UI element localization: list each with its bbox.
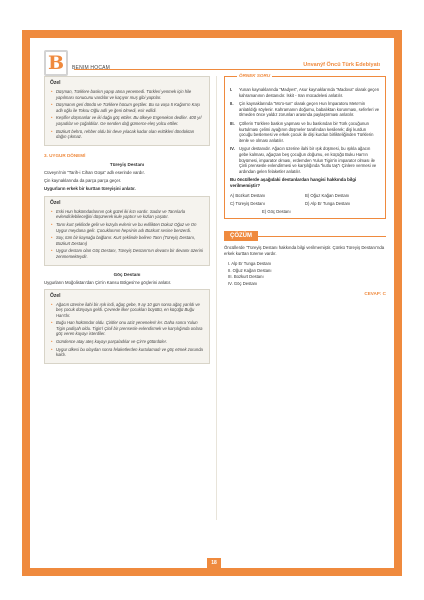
note-bullet: • Soy, tüm bir kaynağa bağlanır. Kurt şeklinde beliren Tanrı (Türeyiş Destanı, Bozkurt Destanı) (56, 235, 204, 246)
note-bullet: • Düşmanın geri döndü ve Türklere hücum geçtiler. Bu sa vaşa 5 Kağan'ın Kaşı adlı oğlu ile Toksu Oğlu adlı ye ğeni ölmedi, esir edildi. (56, 102, 204, 113)
note-label: Özel (50, 80, 61, 86)
brand (44, 50, 110, 76)
question-stem: Bu öncüllerde aşağıdaki destanlardan hangisi hakkında bilgi verilmemiştir? (230, 177, 357, 189)
option-d[interactable]: D) Alp Er Tunga Destanı (305, 201, 351, 207)
note-bullet: • Ağacın üzerine ilahi bir ışık indi, ağaç gebe, 9 ay 10 gün sonra ağaç yarıldı ve beş çocuk dünyaya geldi. Çevrede ilker çocukları büyüttü, en küçüğü Buğu Han'dır. (56, 302, 204, 319)
solution-item: II. Oğuz Kağan Destanı (228, 267, 272, 273)
premise-number: IV. (230, 146, 235, 152)
note-bullet: • Tanrı kurt şeklinde gelir ve kızıyla evlenir ve bu evlilikten Dokuz Oğuz ve On Uygur meydana gelir. Çocuklarının hepsinin adı Bozkurt sesine benzerdi. (56, 222, 204, 233)
solution-list (228, 261, 386, 287)
premise-text: Uygur destanıdır. Ağacın üzerine ilahi bir ışık düşmesi, bu ışıkla ağacın gebe kalması, ağaçtan beş çocuğun doğumu, en küçüğü Buku Han'ın büyümesi, imparator olması, erdemden Yulun Tigin'in imparator olması ile Çinli prensesle evlendirmesi ve karşılığında "kutlu taş"ı Çinlere vermesi ve ardından gelen felaketler anlatılır. (239, 146, 377, 174)
left-column (44, 76, 210, 364)
question-premise (230, 87, 380, 98)
question-premise (230, 120, 380, 143)
note-label: Özel (50, 292, 61, 299)
destan-line: Uygurların Moğolistan'dan Çin'in Kansu Bölgesi'ne göçlerini anlatır. (44, 279, 172, 285)
premise-text: Çin kaynaklarında "Mo'o-tun" olarak geçen Hun İmparatoru Mete'nin anlatıldığı söylenir. Kahramanın doğumu, babalıktan korunması, seferleri ve ölmeden önce yaldız zorunları arasında paylaştırması anlatılır. (239, 101, 380, 118)
destan-title: Türeyiş Destanı (109, 161, 145, 167)
logo (44, 50, 68, 76)
question-premise (230, 146, 380, 174)
note-box-2 (44, 196, 210, 266)
column-divider (216, 76, 217, 520)
note-bullet: • Eski Hun hükümdarlarının çok güzel iki kızı vardır. Sadar ve Tanrılarla evlendirilebileceğini düşünerek kule yaptırır ve kızları yaşatır. (56, 209, 204, 220)
header-rule (74, 69, 380, 70)
note-box-1 (44, 76, 210, 146)
note-label: Özel (50, 199, 61, 206)
answer-label: CEVAP: C (364, 290, 386, 296)
premise-number: II. (230, 101, 234, 107)
note-bullet: • Buğu Han hükümdar oldu. Çiritler onu aziz yeneneleri! ler. Daha sonra Yulun Tigin padişah oldu. Tigin'i Çinli bir prensesle evlendirmek ve karşılığında onlara göç veren kayayı isterdiler. (56, 320, 204, 337)
note-bullet: • Düşman, Türklere baskın yapıp atına yenemedi. Türkleri yenmek için hile yapılması sonucunu vardılar ve kaçıyor muş gibi yaptılar. (56, 89, 204, 100)
solution-item: III. Bozkurt Destanı (228, 274, 264, 280)
right-column (224, 73, 386, 296)
premise-text: Çöllerin Türklere baskın yapması ve bu baskından bir Türk çocuğunun kurtulması çelimi ayağının düşmeler tarafından kesilerek; dişi kurdun çocuğu beslemesi ve erkek çocuk ile dişi kurdun birlikteliğinden Türklerin itenle ve olması anlatılır. (239, 120, 374, 143)
premise-text: Yunan kaynaklarında "Madyes", Asur kaynaklarında "Madova" olarak geçen kahramanının destanıdır. İskit - Iran mücadelesi anlatılır. (239, 87, 380, 98)
solution-item: I. Alp Er Tunga Destanı (228, 261, 272, 267)
paper (38, 46, 386, 566)
page-title: Unvanýf Öncü Türk Edebiyatı (303, 62, 380, 68)
solution-bar (224, 231, 386, 241)
solution-item: IV. Göç Destanı (228, 280, 258, 286)
destan-title: Göç Destanı (113, 271, 141, 277)
answer-options (230, 193, 380, 214)
destan-line: Cüveyni'nin "Tarih-i Cihan Güşa" adlı eserinde vardır. (44, 169, 145, 175)
option-c[interactable]: C) Türeyiş Destanı (230, 201, 265, 207)
option-b[interactable]: B) Oğuz Kağan Destanı (305, 193, 350, 199)
brand-name: BENIM HOCAM (72, 65, 111, 71)
question-box (224, 73, 386, 219)
solution-badge: ÇÖZÜM (224, 231, 258, 241)
logo-letter: B (47, 51, 65, 74)
note-bullet: • Gündence atay ateş kayayı parçaladılar ve Çin'e götürdüler. (56, 339, 204, 345)
note-bullet: • Keşifler düşmanlar ve iki dağa göç ettiler. Bu ülkeye Ergenekon dediler. 400 yıl yaşadılar ve çoğaldılar. Ge nenden dağ gümerce eleş yolcu ettiler. (56, 115, 204, 126)
option-e[interactable]: E) Göç Destanı (262, 209, 291, 215)
section-heading: 3. UYGUR DÖNEMİ (44, 152, 86, 158)
page-number: 18 (207, 558, 221, 568)
solution-rule (258, 236, 386, 237)
note-bullet: • Uygur destanı olan Göç Destanı, Türeyiş Destanı'nın devamı bir devamı üzerini zenmemekteydir. (56, 248, 204, 259)
option-a[interactable]: A) Bozkurt Destanı (230, 193, 266, 199)
note-bullet: • Bozkurt behrü, rehber oldu bir deve yılacak kadar olan erittikleri döndoktan dağın çıkmaz. (56, 129, 204, 140)
note-bullet: • Uygur ülkesi bu olaydan sonra felaketlerden kurtulamadı ve göç etmek zorunda kaldı. (56, 347, 204, 358)
premise-number: III. (230, 120, 235, 126)
question-tag: ÖRNEK SORU (239, 73, 271, 78)
destan-line: Çin kaynaklarında da parça parça geçer. (44, 177, 122, 183)
note-box-3 (44, 289, 210, 364)
solution-intro: Öncüllerde "Türeyiş Destanı hakkında bilgi verilmemiştir. Çünkü Türeyiş Destanı'nda erkek kurttan türeme vardır. (224, 245, 385, 257)
destan-line: Uygurların erkek bir kurttan türeyişini anlatır. (44, 185, 136, 191)
premise-number: I. (230, 87, 233, 92)
page-frame (22, 30, 402, 576)
question-premise (230, 101, 380, 118)
